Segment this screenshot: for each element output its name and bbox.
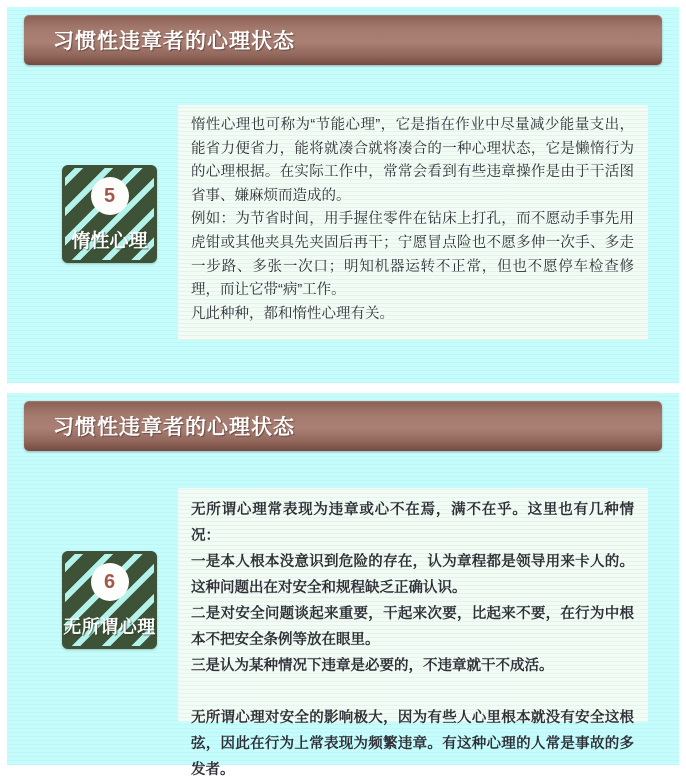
page-title: 习惯性违章者的心理状态 xyxy=(53,415,295,439)
paragraph: 凡此种种，都和惰性心理有关。 xyxy=(191,305,394,322)
paragraph: 无所谓心理对安全的影响极大，因为有些人心里根本就没有安全这根弦，因此在行为上常表现为频繁违章。有这种心理的人常是事故的多发者。 xyxy=(191,710,634,778)
slide-panel-2 xyxy=(7,393,679,778)
badge-indifferent-psychology xyxy=(62,551,157,649)
slide-1-title-bar xyxy=(24,15,662,65)
badge-number: 5 xyxy=(103,184,116,207)
badge-label: 无所谓心理 xyxy=(63,617,156,637)
paragraph: 二是对安全问题谈起来重要，干起来次要，比起来不要，在行为中根本不把安全条例等放在眼里。 xyxy=(191,606,634,648)
badge-number: 6 xyxy=(103,570,116,593)
paragraph: 例如：为节省时间，用手握住零件在钻床上打孔，而不愿动手事先用虎钳或其他夹具先夹固后再干；宁愿冒点险也不愿多伸一次手、多走一步路、多张一次口；明知机器运转不正常，但也不愿停车检查修理，而让它带“病”工作。 xyxy=(191,211,634,299)
slide-2-title-bar xyxy=(24,401,662,451)
badge-inertia-psychology xyxy=(62,165,157,263)
badge-number-circle xyxy=(91,177,129,215)
paragraph: 一是本人根本没意识到危险的存在，认为章程都是领导用来卡人的。这种问题出在对安全和规程缺乏正确认识。 xyxy=(191,554,634,596)
content-box-2 xyxy=(178,488,648,778)
paragraph: 惰性心理也可称为“节能心理”，它是指在作业中尽量减少能量支出，能省力便省力，能将就凑合就将凑合的一种心理状态，它是懒惰行为的心理根据。在实际工作中，常常会看到有些违章操作是由于干活图省事、嫌麻烦而造成的。 xyxy=(191,117,634,204)
slide-panel-1 xyxy=(7,7,679,383)
badge-number-circle xyxy=(91,563,129,601)
badge-label: 惰性心理 xyxy=(71,231,148,252)
paragraph: 无所谓心理常表现为违章或心不在焉，满不在乎。这里也有几种情况： xyxy=(191,502,634,544)
content-box-1 xyxy=(178,105,648,340)
paragraph: 三是认为某种情况下违章是必要的，不违章就干不成活。 xyxy=(191,658,554,674)
page-title: 习惯性违章者的心理状态 xyxy=(53,29,295,53)
